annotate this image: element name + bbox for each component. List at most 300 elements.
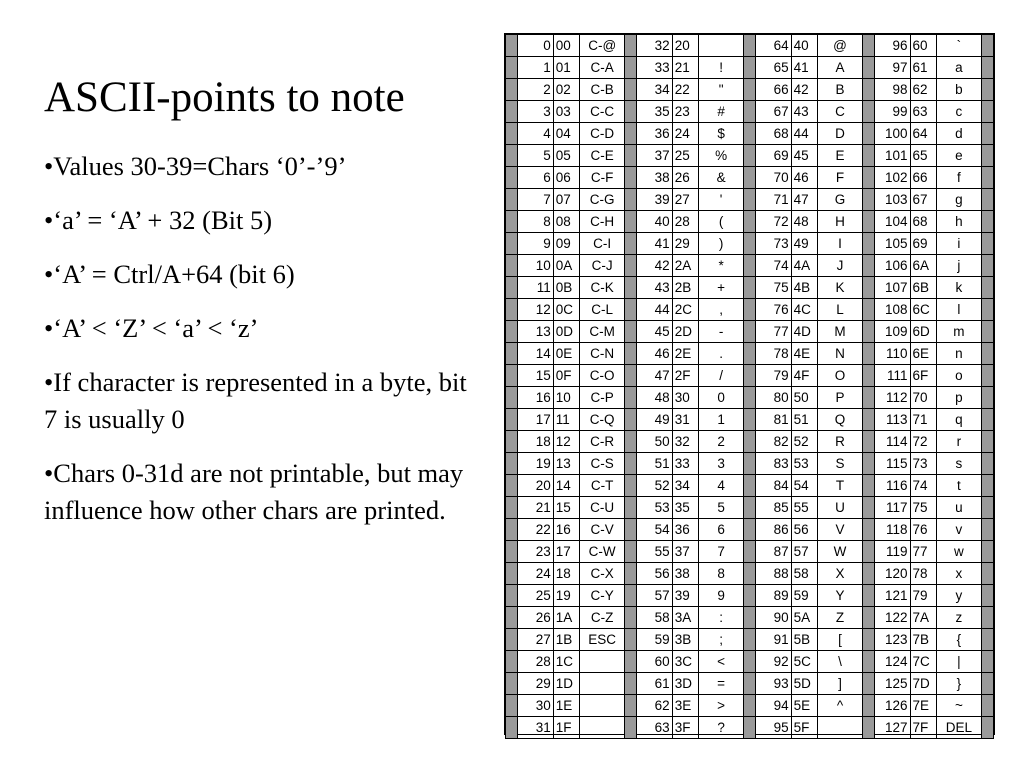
column-separator [743,651,755,673]
char-cell: C-H [580,211,624,233]
hex-cell: 4C [791,299,818,321]
column-separator [624,79,636,101]
char-cell: C-I [580,233,624,255]
char-cell: % [699,145,743,167]
column-separator [981,629,993,651]
column-separator [624,123,636,145]
hex-cell: 66 [910,167,937,189]
hex-cell: 06 [553,167,580,189]
char-cell [580,717,624,739]
decimal-cell: 35 [637,101,673,123]
hex-cell: 76 [910,519,937,541]
char-cell: 5 [699,497,743,519]
hex-cell: 44 [791,123,818,145]
decimal-cell: 118 [874,519,910,541]
column-separator [743,255,755,277]
column-separator [981,145,993,167]
decimal-cell: 12 [518,299,554,321]
decimal-cell: 95 [756,717,792,739]
column-separator [981,475,993,497]
decimal-cell: 69 [756,145,792,167]
char-cell: q [937,409,981,431]
hex-cell: 0B [553,277,580,299]
column-separator [506,277,518,299]
decimal-cell: 77 [756,321,792,343]
hex-cell: 32 [672,431,699,453]
column-separator [506,79,518,101]
column-separator [862,453,874,475]
column-separator [506,431,518,453]
column-separator [506,519,518,541]
char-cell: + [699,277,743,299]
column-separator [743,695,755,717]
decimal-cell: 106 [874,255,910,277]
bullet-item: •‘A’ = Ctrl/A+64 (bit 6) [44,259,295,289]
decimal-cell: 81 [756,409,792,431]
char-cell: n [937,343,981,365]
hex-cell: 26 [672,167,699,189]
decimal-cell: 78 [756,343,792,365]
column-separator [981,343,993,365]
hex-cell: 55 [791,497,818,519]
char-cell: 0 [699,387,743,409]
char-cell: 8 [699,563,743,585]
column-separator [862,607,874,629]
hex-cell: 64 [910,123,937,145]
slide-title: ASCII-points to note [44,74,405,121]
column-separator [506,233,518,255]
column-separator [506,453,518,475]
column-separator [743,57,755,79]
hex-cell: 2A [672,255,699,277]
column-separator [862,695,874,717]
decimal-cell: 116 [874,475,910,497]
table-row [506,387,994,409]
column-separator [624,57,636,79]
column-separator [862,101,874,123]
hex-cell: 52 [791,431,818,453]
column-separator [743,563,755,585]
decimal-cell: 100 [874,123,910,145]
column-separator [743,211,755,233]
hex-cell: 6C [910,299,937,321]
bullet-item: •‘A’ < ‘Z’ < ‘a’ < ‘z’ [44,313,259,343]
hex-cell: 62 [910,79,937,101]
decimal-cell: 105 [874,233,910,255]
column-separator [624,497,636,519]
char-cell: N [818,343,862,365]
table-row [506,145,994,167]
hex-cell: 20 [672,35,699,57]
char-cell: A [818,57,862,79]
hex-cell: 13 [553,453,580,475]
hex-cell: 7F [910,717,937,739]
char-cell: i [937,233,981,255]
table-row [506,211,994,233]
hex-cell: 53 [791,453,818,475]
column-separator [624,299,636,321]
column-separator [506,541,518,563]
decimal-cell: 84 [756,475,792,497]
hex-cell: 56 [791,519,818,541]
table-row [506,673,994,695]
decimal-cell: 50 [637,431,673,453]
char-cell: 1 [699,409,743,431]
hex-cell: 18 [553,563,580,585]
char-cell: z [937,607,981,629]
column-separator [862,563,874,585]
hex-cell: 5D [791,673,818,695]
char-cell: 3 [699,453,743,475]
decimal-cell: 65 [756,57,792,79]
decimal-cell: 66 [756,79,792,101]
decimal-cell: 5 [518,145,554,167]
decimal-cell: 26 [518,607,554,629]
column-separator [506,145,518,167]
hex-cell: 7E [910,695,937,717]
char-cell: k [937,277,981,299]
decimal-cell: 38 [637,167,673,189]
char-cell: C-U [580,497,624,519]
char-cell: C-K [580,277,624,299]
hex-cell: 07 [553,189,580,211]
char-cell: C-R [580,431,624,453]
hex-cell: 3A [672,607,699,629]
decimal-cell: 83 [756,453,792,475]
hex-cell: 2F [672,365,699,387]
hex-cell: 35 [672,497,699,519]
column-separator [743,497,755,519]
char-cell: C-G [580,189,624,211]
decimal-cell: 7 [518,189,554,211]
hex-cell: 0D [553,321,580,343]
decimal-cell: 109 [874,321,910,343]
column-separator [862,167,874,189]
decimal-cell: 55 [637,541,673,563]
column-separator [862,299,874,321]
hex-cell: 31 [672,409,699,431]
decimal-cell: 123 [874,629,910,651]
column-separator [743,79,755,101]
char-cell: C-S [580,453,624,475]
column-separator [862,189,874,211]
decimal-cell: 75 [756,277,792,299]
bullet-item: •Values 30-39=Chars ‘0’-’9’ [44,151,347,181]
hex-cell: 4F [791,365,818,387]
hex-cell: 0A [553,255,580,277]
decimal-cell: 98 [874,79,910,101]
char-cell: \ [818,651,862,673]
decimal-cell: 13 [518,321,554,343]
decimal-cell: 22 [518,519,554,541]
char-cell: H [818,211,862,233]
hex-cell: 49 [791,233,818,255]
column-separator [862,35,874,57]
column-separator [506,299,518,321]
char-cell: @ [818,35,862,57]
char-cell: Z [818,607,862,629]
char-cell: $ [699,123,743,145]
column-separator [506,629,518,651]
hex-cell: 1E [553,695,580,717]
char-cell: ! [699,57,743,79]
decimal-cell: 86 [756,519,792,541]
decimal-cell: 59 [637,629,673,651]
char-cell: E [818,145,862,167]
char-cell: L [818,299,862,321]
char-cell: = [699,673,743,695]
char-cell: ; [699,629,743,651]
hex-cell: 70 [910,387,937,409]
char-cell: C-J [580,255,624,277]
decimal-cell: 76 [756,299,792,321]
column-separator [743,343,755,365]
column-separator [981,387,993,409]
hex-cell: 69 [910,233,937,255]
char-cell: 4 [699,475,743,497]
char-cell: v [937,519,981,541]
column-separator [506,475,518,497]
column-separator [624,189,636,211]
hex-cell: 3C [672,651,699,673]
table-row [506,365,994,387]
char-cell: _ [818,717,862,739]
decimal-cell: 122 [874,607,910,629]
char-cell: : [699,607,743,629]
hex-cell: 2B [672,277,699,299]
char-cell: f [937,167,981,189]
column-separator [981,497,993,519]
decimal-cell: 1 [518,57,554,79]
column-separator [981,57,993,79]
column-separator [624,255,636,277]
decimal-cell: 90 [756,607,792,629]
column-separator [981,79,993,101]
decimal-cell: 17 [518,409,554,431]
hex-cell: 2E [672,343,699,365]
column-separator [506,321,518,343]
char-cell: X [818,563,862,585]
decimal-cell: 121 [874,585,910,607]
decimal-cell: 88 [756,563,792,585]
column-separator [743,123,755,145]
char-cell: C-O [580,365,624,387]
char-cell: W [818,541,862,563]
column-separator [743,453,755,475]
decimal-cell: 23 [518,541,554,563]
column-separator [743,541,755,563]
char-cell: < [699,651,743,673]
char-cell: | [937,651,981,673]
column-separator [743,717,755,739]
column-separator [743,299,755,321]
column-separator [506,673,518,695]
table-row [506,607,994,629]
decimal-cell: 89 [756,585,792,607]
column-separator [743,189,755,211]
column-separator [506,607,518,629]
hex-cell: 05 [553,145,580,167]
decimal-cell: 49 [637,409,673,431]
column-separator [624,101,636,123]
hex-cell: 77 [910,541,937,563]
char-cell: C-Q [580,409,624,431]
column-separator [624,673,636,695]
column-separator [743,519,755,541]
hex-cell: 7D [910,673,937,695]
decimal-cell: 11 [518,277,554,299]
decimal-cell: 115 [874,453,910,475]
column-separator [624,519,636,541]
table-row [506,651,994,673]
column-separator [624,695,636,717]
hex-cell: 25 [672,145,699,167]
column-separator [506,717,518,739]
char-cell: ' [699,189,743,211]
hex-cell: 68 [910,211,937,233]
decimal-cell: 103 [874,189,910,211]
column-separator [624,563,636,585]
decimal-cell: 54 [637,519,673,541]
table-row [506,233,994,255]
hex-cell: 34 [672,475,699,497]
decimal-cell: 63 [637,717,673,739]
char-cell: h [937,211,981,233]
column-separator [624,453,636,475]
decimal-cell: 32 [637,35,673,57]
hex-cell: 45 [791,145,818,167]
decimal-cell: 15 [518,365,554,387]
char-cell: R [818,431,862,453]
decimal-cell: 52 [637,475,673,497]
column-separator [862,233,874,255]
decimal-cell: 111 [874,365,910,387]
decimal-cell: 126 [874,695,910,717]
decimal-cell: 9 [518,233,554,255]
char-cell [580,651,624,673]
decimal-cell: 0 [518,35,554,57]
column-separator [624,321,636,343]
table-row [506,299,994,321]
column-separator [862,497,874,519]
decimal-cell: 93 [756,673,792,695]
hex-cell: 58 [791,563,818,585]
decimal-cell: 31 [518,717,554,739]
hex-cell: 23 [672,101,699,123]
char-cell [580,673,624,695]
column-separator [981,585,993,607]
char-cell: J [818,255,862,277]
table-row [506,277,994,299]
hex-cell: 75 [910,497,937,519]
hex-cell: 1F [553,717,580,739]
decimal-cell: 64 [756,35,792,57]
column-separator [624,585,636,607]
char-cell: 9 [699,585,743,607]
hex-cell: 42 [791,79,818,101]
char-cell: Y [818,585,862,607]
char-cell: c [937,101,981,123]
column-separator [506,189,518,211]
column-separator [624,431,636,453]
decimal-cell: 29 [518,673,554,695]
decimal-cell: 82 [756,431,792,453]
char-cell: C-L [580,299,624,321]
hex-cell: 29 [672,233,699,255]
decimal-cell: 68 [756,123,792,145]
column-separator [862,475,874,497]
table-row [506,409,994,431]
char-cell: ^ [818,695,862,717]
char-cell: S [818,453,862,475]
table-row [506,57,994,79]
hex-cell: 60 [910,35,937,57]
decimal-cell: 36 [637,123,673,145]
char-cell: K [818,277,862,299]
char-cell: * [699,255,743,277]
hex-cell: 48 [791,211,818,233]
decimal-cell: 21 [518,497,554,519]
column-separator [506,35,518,57]
char-cell: C-T [580,475,624,497]
char-cell: s [937,453,981,475]
column-separator [624,717,636,739]
char-cell: ) [699,233,743,255]
char-cell: C-M [580,321,624,343]
column-separator [506,585,518,607]
char-cell: C [818,101,862,123]
column-separator [862,123,874,145]
column-separator [981,277,993,299]
column-separator [862,365,874,387]
column-separator [981,167,993,189]
hex-cell: 16 [553,519,580,541]
decimal-cell: 3 [518,101,554,123]
decimal-cell: 125 [874,673,910,695]
hex-cell: 02 [553,79,580,101]
hex-cell: 67 [910,189,937,211]
hex-cell: 04 [553,123,580,145]
ascii-table [505,34,994,739]
column-separator [862,409,874,431]
decimal-cell: 97 [874,57,910,79]
column-separator [743,673,755,695]
decimal-cell: 94 [756,695,792,717]
column-separator [743,167,755,189]
column-separator [862,277,874,299]
column-separator [862,79,874,101]
column-separator [981,651,993,673]
column-separator [981,673,993,695]
ascii-table-body [506,35,994,739]
hex-cell: 10 [553,387,580,409]
hex-cell: 7B [910,629,937,651]
hex-cell: 63 [910,101,937,123]
char-cell: / [699,365,743,387]
decimal-cell: 119 [874,541,910,563]
table-row [506,431,994,453]
column-separator [981,541,993,563]
decimal-cell: 80 [756,387,792,409]
decimal-cell: 25 [518,585,554,607]
column-separator [743,277,755,299]
decimal-cell: 24 [518,563,554,585]
hex-cell: 03 [553,101,580,123]
char-cell: x [937,563,981,585]
bullet-list [44,148,484,546]
ascii-table-frame [504,33,995,735]
decimal-cell: 101 [874,145,910,167]
